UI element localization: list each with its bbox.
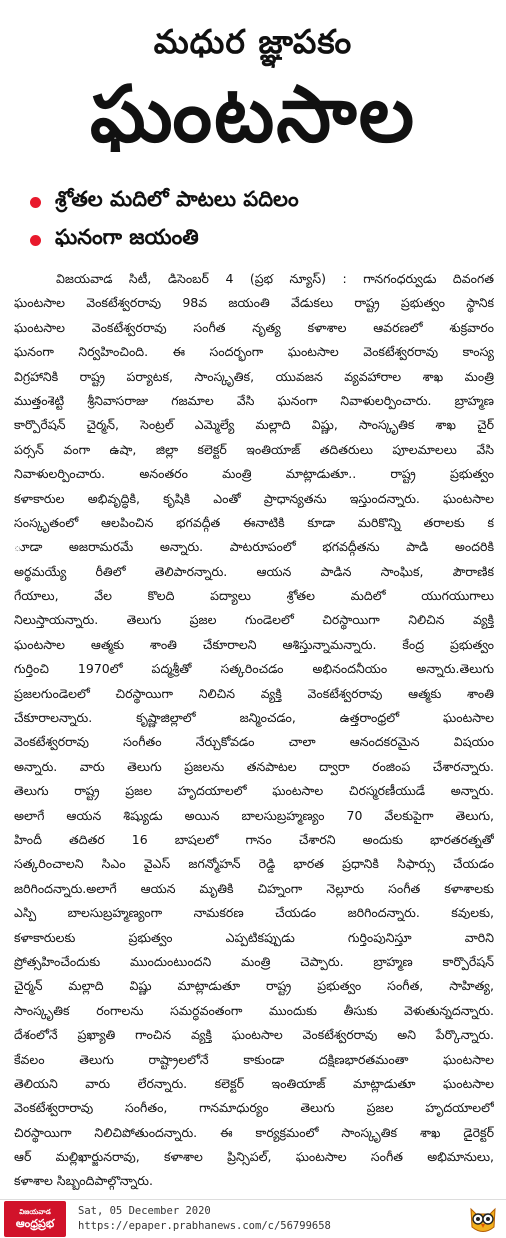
publication-logo[interactable]: [4, 1201, 66, 1237]
article-line: అలాగే ఆయన శిష్యుడు అయిన బాలసుబ్రహ్మణ్యం 70 వేలకుపైగా తెలుగు,: [14, 807, 494, 823]
article-line: నివాళులర్పించారు. అనంతరం మంత్రి మాట్లాడుతూ.. రాష్ట్ర ప్రభుత్వం: [14, 466, 494, 482]
article-line: ఘంటసాల వెంకటేశ్వరరావు 98వ జయంతి వేడుకలు రాష్ట్ర ప్రభుత్వం స్థానిక: [14, 295, 494, 311]
owl-icon: [468, 1203, 498, 1235]
article-line: ఆర్ మల్లిఖార్జునరావు, కళాశాల ప్రిన్సిపల్, ఘంటసాల సంగీత అభిమానులు,: [14, 1149, 494, 1165]
article-line: జరిగిందన్నారు.అలాగే ఆయన మృతికి చిహ్నంగా నెల్లూరు సంగీత కళాశాలకు: [14, 880, 494, 896]
article-line: ఘంటసాల వెంకటేశ్వరరావు సంగీత నృత్య కళాశాల ఆవరణలో శుక్రవారం: [14, 319, 494, 335]
article-line: గేయాలు, వేల కొలది పద్యాలు శ్రోతల మదిలో యుగయుగాలు: [14, 588, 494, 604]
article-line: ముత్తంశెట్టి శ్రీనివాసరాజు గజమాల వేసి ఘనంగా నివాళులర్పించారు. బ్రాహ్మణ: [14, 392, 494, 408]
article-line: ఘనంగా నిర్వహించింది. ఈ సందర్భంగా ఘంటసాల వెంకటేశ్వరరావు కాంస్య: [14, 344, 494, 360]
article-line: విజయవాడ సిటీ, డిసెంబర్ 4 (ప్రభ న్యూస్) : గానగంధర్వుడు దివంగత: [56, 271, 494, 286]
article-line: కళాకారులకు ప్రభుత్వం ఎప్పటికప్పుడు గుర్తింపునిస్తూ వారిని: [14, 929, 494, 945]
article-line: సంస్కృతంలో ఆలపించిన భగవద్గీత ఈనాటికి కూడా మరికొన్ని తరాలకు క: [14, 514, 494, 530]
article-line: సత్కరించాలని సిఎం వైఎస్ జగన్మోహన్ రెడ్డి భారత ప్రధానికి సిఫార్సు చేయడం: [14, 856, 494, 872]
article-body: [14, 267, 494, 1194]
highlight-text: ఘనంగా జయంతి: [55, 225, 199, 249]
edition-date: Sat, 05 December 2020: [78, 1205, 211, 1217]
article-line: కార్పొరేషన్ చైర్మన్, సెంట్రల్ ఎమ్మెల్యే మల్లాది విష్ణు, సాంస్కృతిక శాఖ చైర్: [14, 417, 494, 433]
article-line: పర్సన్ వంగా ఉషా, జిల్లా కలెక్టర్ ఇంతియాజ్ తదితరులు పూలమాలలు వేసి: [14, 441, 494, 457]
article-line: ప్రజలగుండెలలో చిరస్థాయిగా నిలిచిన వ్యక్తి వెంకటేశ్వరరావు ఆత్మకు శాంతి: [14, 685, 494, 701]
article-line: తెలియని వారు లేరన్నారు. కలెక్టర్ ఇంతియాజ్ మాట్లాడుతూ ఘంటసాల: [14, 1075, 494, 1091]
article-line: దేశంలోనే ప్రఖ్యాతి గాంచిన వ్యక్తి ఘంటసాల వెంకటేశ్వరరావు అని పేర్కొన్నారు.: [14, 1027, 494, 1043]
article-line: హిందీ తదితర 16 బాషలలో గానం చేశారని అందుకు భారతరత్నతో: [14, 831, 494, 847]
article-line: చిరస్థాయిగా నిలిచిపోతుందన్నారు. ఈ కార్యక్రమంలో సాంస్కృతిక శాఖ డైరెక్టర్: [14, 1124, 494, 1140]
footer-bar: [0, 1199, 506, 1238]
article-line: వెంకటేశ్వరారావు సంగీతం, గానమాధుర్యం తెలుగు ప్రజల హృదయాలలో: [14, 1100, 494, 1116]
article-line: కేవలం తెలుగు రాష్ట్రాలలోనే కాకుండా దక్షిణభారతమంతా ఘంటసాల: [14, 1051, 494, 1067]
article-line: అన్నారు. వారు తెలుగు ప్రజలను తనపాటల ద్వారా రంజింప చేశారన్నారు.: [14, 758, 494, 774]
bullet-dot-icon: [30, 197, 41, 208]
article-line: తెలుగు రాష్ట్ర ప్రజల హృదయాలలో ఘంటసాల చిరస్మరణీయుడే అన్నారు.: [14, 783, 494, 799]
article-line: వెంకటేశ్వరరావు సంగీతం నేర్చుకోవడం చాలా ఆనందకరమైన విషయం: [14, 734, 494, 750]
article-kicker: మధుర జ్ఞాపకం: [153, 22, 353, 61]
article-line: ఘంటసాల ఆత్మకు శాంతి చేకూరాలని ఆశిస్తున్నామన్నారు. కేంద్ర ప్రభుత్వం: [14, 636, 494, 652]
article-line: ూడా అజరామరమే అన్నారు. పాటరూపంలో భగవద్గీతను పాడి అందరికి: [14, 539, 494, 555]
article-headline: ఘంటసాల: [89, 70, 416, 160]
highlight-text: శ్రోతల మదిలో పాటలు పదిలం: [55, 187, 299, 211]
highlight-item: [30, 183, 490, 221]
article-line: విగ్రహానికి రాష్ట్ర పర్యాటక, సాంస్కృతిక, యువజన వ్యవహారాల శాఖ మంత్రి: [14, 368, 494, 384]
highlights-list: [30, 183, 490, 259]
article-line: ప్రోత్సహించేందుకు ముందుంటుందని మంత్రి చెప్పారు. బ్రాహ్మణ కార్పొరేషన్: [14, 953, 494, 969]
article-line: సాంస్కృతిక రంగాలను సమర్ధవంతంగా ముందుకు తీసుకు వెళుతున్నదన్నారు.: [14, 1002, 494, 1018]
article-line: కళాకారుల అభివృద్ధికి, కృషికి ఎంతో ప్రాధాన్యతను ఇస్తుందన్నారు. ఘంటసాల: [14, 490, 494, 506]
footer-meta: [78, 1204, 331, 1234]
article-line: చైర్మన్ మల్లాది విష్ణు మాట్లాడుతూ రాష్ట్ర ప్రభుత్వం సంగీత, సాహిత్య,: [14, 978, 494, 994]
bullet-dot-icon: [30, 235, 41, 246]
epaper-link[interactable]: https://epaper.prabhanews.com/c/56799658: [78, 1220, 331, 1232]
article-line: కళాశాల సిబ్బందిపాల్గొన్నారు.: [14, 1173, 153, 1189]
article-line: నిలుస్తాయన్నారు. తెలుగు ప్రజల గుండెలలో చిరస్థాయిగా నిలిచిన వ్యక్తి: [14, 612, 494, 628]
article-line: గుర్తించి 1970లో పద్మశ్రీతో సత్కరించడం అభినందనీయం అన్నారు.తెలుగు: [14, 661, 494, 677]
article-line: చేకూరాలన్నారు. కృష్ణాజిల్లాలో జన్మించడం, ఉత్తరాంధ్రలో ఘంటసాల: [14, 710, 494, 726]
article-line: అర్థమయ్యే రీతిలో తెలిపారన్నారు. ఆయన పాడిన సాంఘిక, పౌరాణిక: [14, 563, 494, 579]
logo-city: విజయవాడ: [19, 1207, 51, 1216]
logo-name: ఆంధ్రప్రభ: [15, 1216, 55, 1230]
highlight-item: [30, 221, 490, 259]
article-line: ఎస్పి బాలసుబ్రహ్మణ్యంగా నామకరణ చేయడం జరిగిందన్నారు. కవులకు,: [14, 905, 494, 921]
